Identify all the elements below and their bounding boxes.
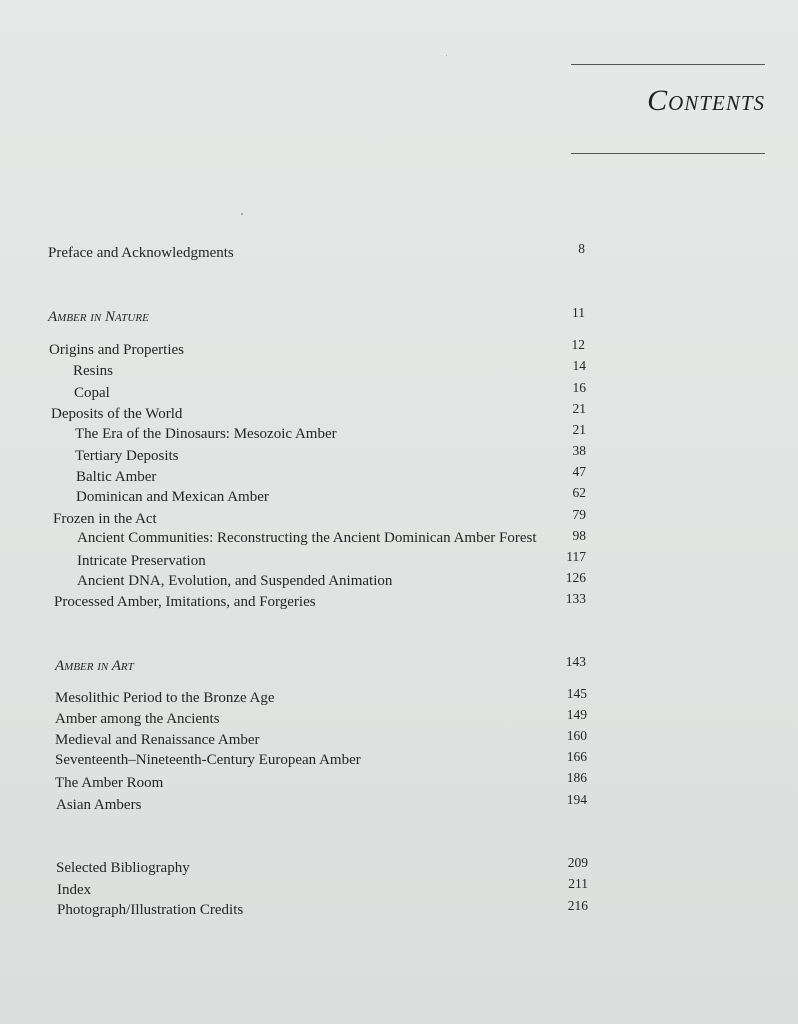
toc-entry[interactable]: Deposits of the World <box>51 406 183 422</box>
paper-speck <box>446 55 447 56</box>
page-title: Contents <box>647 84 765 117</box>
toc-page-number: 160 <box>566 728 587 743</box>
toc-entry[interactable]: Amber among the Ancients <box>55 711 220 727</box>
toc-subentry[interactable]: Ancient Communities: Reconstructing the Ancient Dominican Amber Forest <box>77 530 537 546</box>
toc-entry-preface[interactable]: Preface and Acknowledgments <box>48 245 234 261</box>
toc-section-amber-in-art[interactable]: Amber in Art <box>55 658 134 674</box>
toc-entry[interactable]: Medieval and Renaissance Amber <box>55 732 260 748</box>
toc-page-number: 149 <box>566 707 587 722</box>
toc-page-number: 209 <box>567 855 588 870</box>
toc-entry[interactable]: Asian Ambers <box>56 797 142 813</box>
toc-page-number: 21 <box>572 422 586 437</box>
toc-entry[interactable]: Processed Amber, Imitations, and Forgeries <box>54 594 316 610</box>
toc-page-number: 117 <box>566 549 586 564</box>
toc-entry[interactable]: Seventeenth–Nineteenth-Century European Amber <box>55 752 361 768</box>
toc-subentry[interactable]: Resins <box>73 363 114 379</box>
toc-page-number: 38 <box>572 443 586 458</box>
toc-subentry[interactable]: Dominican and Mexican Amber <box>76 489 269 505</box>
toc-page-number: 62 <box>572 485 586 500</box>
toc-page-number: 12 <box>571 337 585 352</box>
toc-page-number: 126 <box>565 570 586 585</box>
toc-section-amber-in-nature[interactable]: Amber in Nature <box>48 309 149 325</box>
toc-subentry[interactable]: Copal <box>74 385 110 401</box>
toc-entry[interactable]: Photograph/Illustration Credits <box>57 902 244 918</box>
toc-entry[interactable]: The Amber Room <box>55 775 164 791</box>
toc-page-number: 211 <box>568 876 588 891</box>
toc-page-number: 98 <box>572 528 586 543</box>
paper-speck <box>241 213 243 215</box>
toc-entry[interactable]: Index <box>57 882 92 898</box>
toc-subentry[interactable]: The Era of the Dinosaurs: Mesozoic Amber <box>75 426 337 442</box>
toc-subentry[interactable]: Ancient DNA, Evolution, and Suspended Animation <box>77 573 393 589</box>
toc-page-number: 133 <box>565 591 586 606</box>
toc-page-number: 166 <box>566 749 587 764</box>
toc-page-number: 143 <box>565 654 586 669</box>
toc-page-number: 8 <box>578 241 585 256</box>
toc-page-number: 21 <box>572 401 586 416</box>
title-rule-bottom <box>571 153 765 154</box>
toc-entry[interactable]: Origins and Properties <box>49 342 184 358</box>
toc-page-number: 14 <box>572 358 586 373</box>
toc-subentry[interactable]: Baltic Amber <box>76 469 157 485</box>
toc-page-number: 11 <box>572 305 585 320</box>
toc-page-number: 186 <box>566 770 587 785</box>
toc-entry[interactable]: Frozen in the Act <box>53 511 157 527</box>
toc-entry[interactable]: Selected Bibliography <box>56 860 190 876</box>
toc-page-number: 79 <box>572 507 586 522</box>
toc-page-number: 216 <box>567 898 588 913</box>
toc-page-number: 16 <box>572 380 586 395</box>
toc-subentry[interactable]: Tertiary Deposits <box>75 448 179 464</box>
title-rule-top <box>571 64 765 65</box>
toc-page-number: 145 <box>566 686 587 701</box>
toc-entry[interactable]: Mesolithic Period to the Bronze Age <box>55 690 275 706</box>
toc-page-number: 47 <box>572 464 586 479</box>
toc-subentry[interactable]: Intricate Preservation <box>77 553 206 569</box>
toc-page-number: 194 <box>566 792 587 807</box>
